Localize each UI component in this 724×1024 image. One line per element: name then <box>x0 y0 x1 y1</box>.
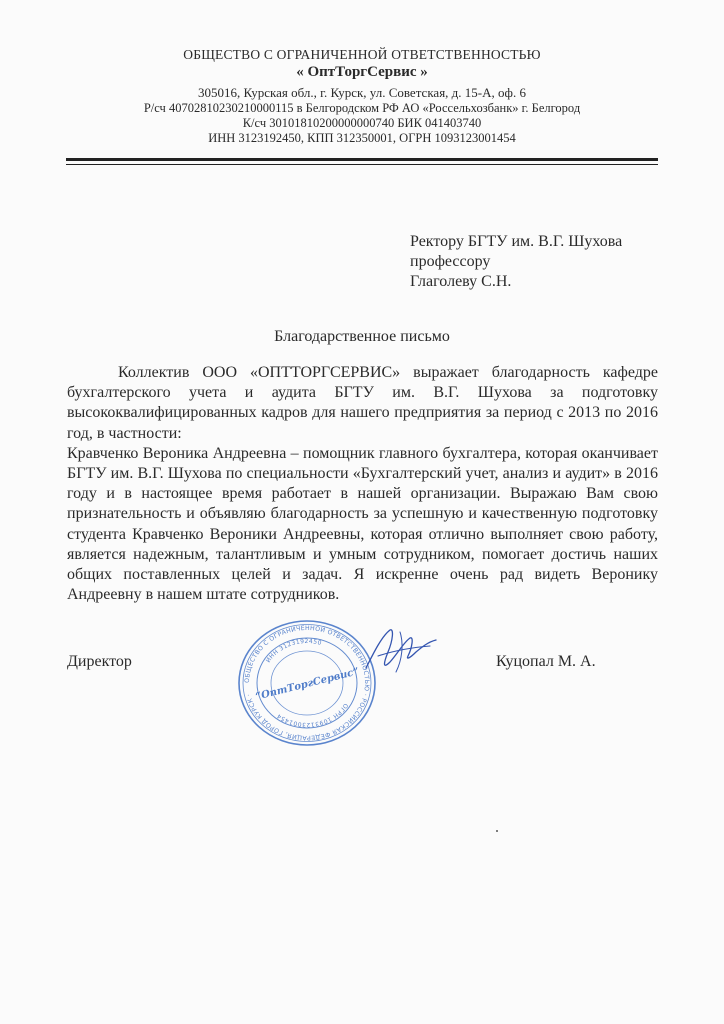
letter-title: Благодарственное письмо <box>274 328 450 345</box>
letterhead <box>0 46 724 146</box>
signer-name: Куцопал М. А. <box>496 653 596 670</box>
speck <box>496 830 498 832</box>
header-divider-thick <box>66 158 658 161</box>
stamp-ring-text: ОБЩЕСТВО С ОГРАНИЧЕННОЙ ОТВЕТСТВЕННОСТЬЮ · РОССИЙСКАЯ ФЕДЕРАЦИЯ, ГОРОД КУРСК · <box>243 624 371 742</box>
director-signature-icon <box>360 622 440 680</box>
stamp-ogrn-text: ОГРН 1093123001454 <box>275 701 350 729</box>
org-ids: ИНН 3123192450, КПП 312350001, ОГРН 1093123001454 <box>208 131 516 145</box>
addressee-line-2: профессору <box>410 253 491 270</box>
org-account: Р/сч 40702810230210000115 в Белгородском РФ АО «Россельхозбанк» г. Белгород <box>143 101 581 115</box>
addressee-line-1: Ректору БГТУ им. В.Г. Шухова <box>410 233 623 250</box>
body-paragraph-2: Кравченко Вероника Андреевна – помощник главного бухгалтера, которая оканчивает БГТУ им. В.Г. Шухова по специальности «Бухгалтерский учет, анализ и аудит» в 2016 году и в настоящее время работает в нашей организации. Выражаю Вам свою признательность и объявляю благодарность за успешную и качественную подготовку студента Кравченко Вероники Андреевны, которая отлично выполняет свою работу, является надежным, талантливым и умным сотрудником, помогает достичь наших общих поставленных целей и задач. Я искренне очень рад видеть Веронику Андреевну в нашем штате сотрудников. <box>67 444 658 604</box>
addressee-line-3: Глаголеву С.Н. <box>410 273 512 290</box>
stamp-inn-text: ИНН 3123192450 <box>264 637 323 665</box>
letter-body <box>67 363 658 605</box>
org-name: « ОптТоргСервис » <box>296 64 428 80</box>
org-address: 305016, Курская обл., г. Курск, ул. Советская, д. 15-А, оф. 6 <box>198 85 526 100</box>
stamp-center-text: “ОптТоргСервис” <box>254 666 361 703</box>
body-paragraph-1: Коллектив ООО «ОПТТОРГСЕРВИС» выражает благодарность кафедре бухгалтерского учета и аудита БГТУ им. В.Г. Шухова за подготовку высококвалифицированных кадров для нашего предприятия за период с 2013 по 2016 год, в частности: <box>67 364 658 442</box>
signer-role: Директор <box>67 653 132 670</box>
company-stamp-icon <box>236 618 378 748</box>
org-type: ОБЩЕСТВО С ОГРАНИЧЕННОЙ ОТВЕТСТВЕННОСТЬЮ <box>183 47 541 62</box>
addressee-block <box>410 232 622 292</box>
org-corr-account: К/сч 30101810200000000740 БИК 041403740 <box>242 116 482 130</box>
header-divider-thin <box>66 164 658 165</box>
